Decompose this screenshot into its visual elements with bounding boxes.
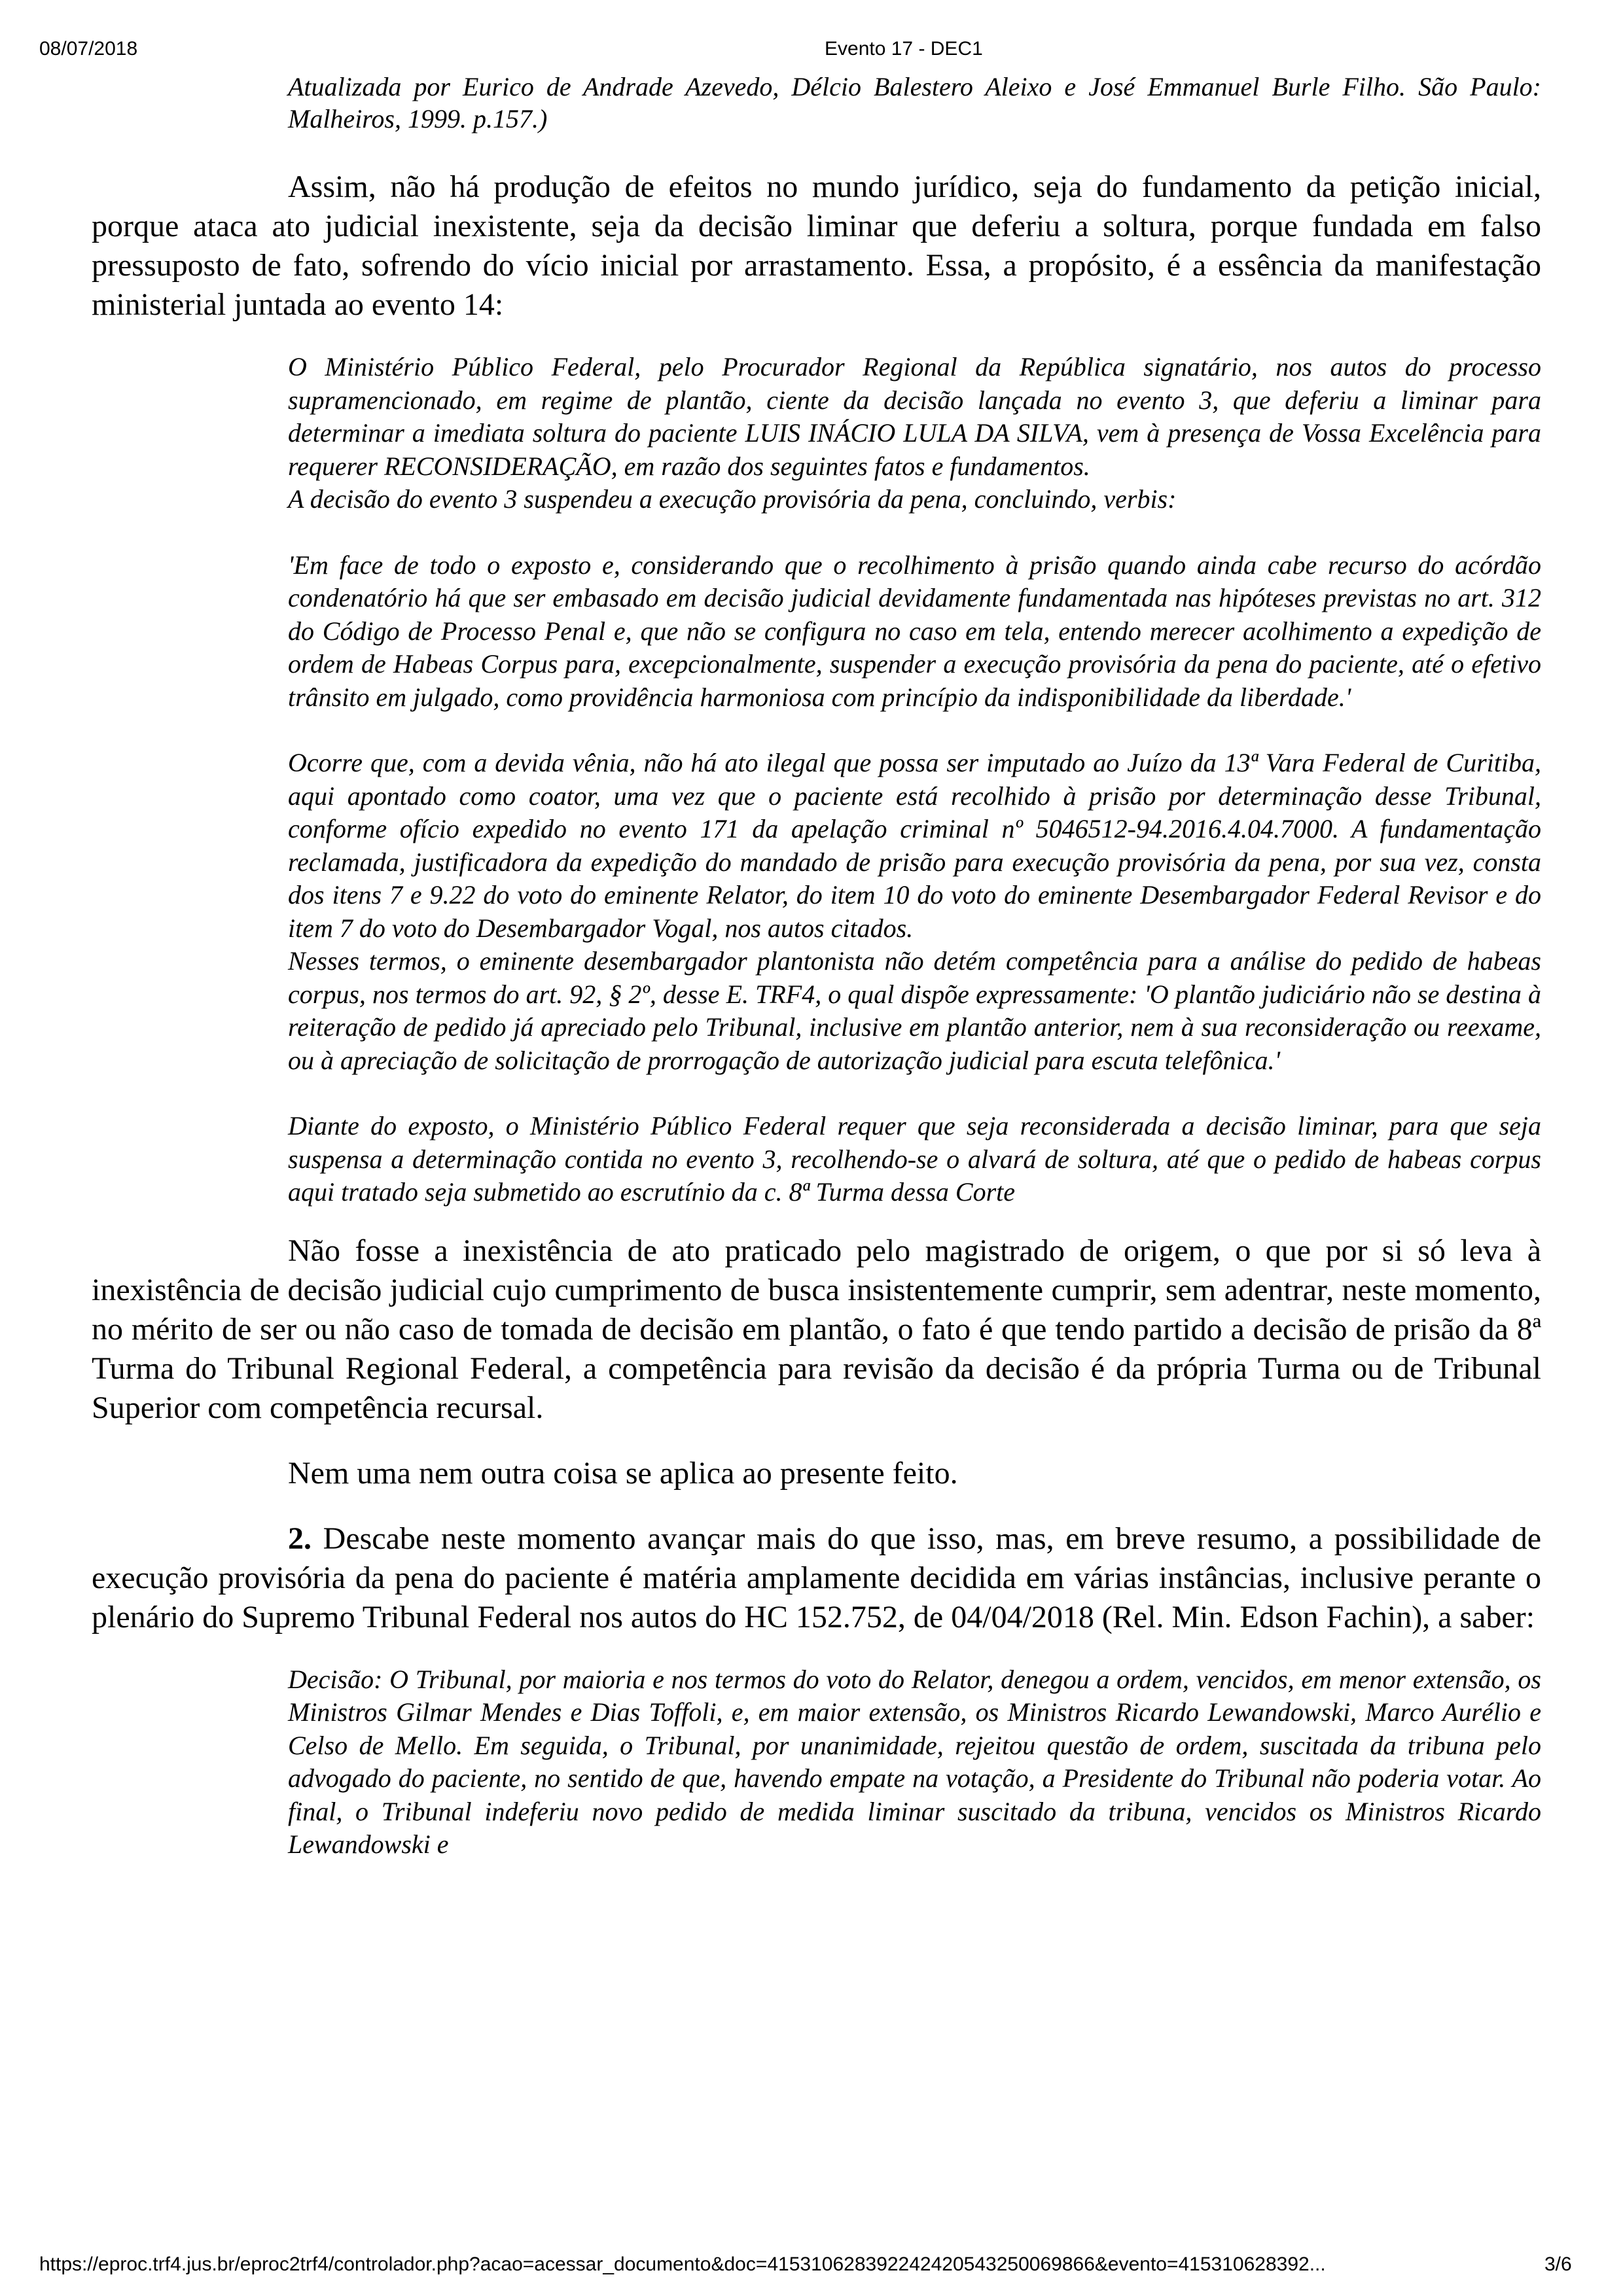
quote-paragraph: Decisão: O Tribunal, por maioria e nos termos do voto do Relator, denegou a ordem, vencidos, em menor extensão, os Ministros Gilmar Mendes e Dias Toffoli, e, em maior extensão, os Ministros Ricardo Lewandowski, Marco Aurélio e Celso de Mello. Em seguida, o Tribunal, por unanimidade, rejeitou questão de ordem, suscitada da tribuna pelo advogado do paciente, no sentido de que, havendo empate na votação, a Presidente do Tribunal não poderia votar. Ao final, o Tribunal indeferiu novo pedido de medida liminar suscitado da tribuna, vencidos os Ministros Ricardo Lewandowski e bbox=[288, 1664, 1541, 1859]
paragraph-3: Nem uma nem outra coisa se aplica ao presente feito. bbox=[288, 1455, 958, 1491]
quote-paragraph: O Ministério Público Federal, pelo Procurador Regional da República signatário, nos autos do processo supramencionado, em regime de plantão, ciente da decisão lançada no evento 3, que deferiu a liminar para determinar a imediata soltura do paciente LUIS INÁCIO LULA DA SILVA, vem à presença de Vossa Excelência para requerer RECONSIDERAÇÃO, em razão dos seguintes fatos e fundamentos. bbox=[288, 352, 1541, 481]
citation-continuation: Atualizada por Eurico de Andrade Azevedo, Délcio Balestero Aleixo e José Emmanuel Burle Filho. São Paulo: Malheiros, 1999. p.157.) bbox=[288, 72, 1541, 133]
quote-paragraph: A decisão do evento 3 suspendeu a execução provisória da pena, concluindo, verbis: bbox=[288, 484, 1177, 514]
paragraph-1: Assim, não há produção de efeitos no mundo jurídico, seja do fundamento da petição inicial, porque ataca ato judicial inexistente, seja da decisão liminar que deferiu a soltura, porque fundada em falso pressuposto de fato, sofrendo do vício inicial por arrastamento. Essa, a propósito, é a essência da manifestação ministerial juntada ao evento 14: bbox=[92, 169, 1541, 322]
document-body bbox=[92, 71, 1541, 1862]
section-number: 2. bbox=[288, 1521, 312, 1556]
quote-mpf-manifestation bbox=[288, 351, 1541, 1209]
quote-paragraph: Diante do exposto, o Ministério Público Federal requer que seja reconsiderada a decisão liminar, para que seja suspensa a determinação contida no evento 3, recolhendo-se o alvará de soltura, até que o pedido de habeas corpus aqui tratado seja submetido ao escrutínio da c. 8ª Turma dessa Corte bbox=[288, 1111, 1541, 1207]
quote-stf-decision bbox=[288, 1663, 1541, 1862]
quote-paragraph: 'Em face de todo o exposto e, considerando que o recolhimento à prisão quando ainda cabe recurso do acórdão condenatório há que ser embasado em decisão judicial devidamente fundamentada nas hipóteses previstas no art. 312 do Código de Processo Penal e, que não se configura no caso em tela, entendo merecer acolhimento a expedição de ordem de Habeas Corpus para, excepcionalmente, suspender a execução provisória da pena do paciente, até o efetivo trânsito em julgado, como providência harmoniosa com princípio da indisponibilidade da liberdade.' bbox=[288, 550, 1541, 712]
paragraph-4 bbox=[92, 1519, 1541, 1637]
paragraph-2: Não fosse a inexistência de ato praticado pelo magistrado de origem, o que por si só leva à inexistência de decisão judicial cujo cumprimento de busca insistentemente cumprir, sem adentrar, neste momento, no mérito de ser ou não caso de tomada de decisão em plantão, o fato é que tendo partido a decisão de prisão da 8ª Turma do Tribunal Regional Federal, a competência para revisão da decisão é da própria Turma ou de Tribunal Superior com competência recursal. bbox=[92, 1233, 1541, 1425]
print-date: 08/07/2018 bbox=[39, 38, 138, 60]
quote-paragraph: Nesses termos, o eminente desembargador plantonista não detém competência para a análise do pedido de habeas corpus, nos termos do art. 92, § 2º, desse E. TRF4, o qual dispõe expressamente: 'O plantão judiciário não se destina à reiteração de pedido já apreciado pelo Tribunal, inclusive em plantão anterior, nem à sua reconsideração ou reexame, ou à apreciação de solicitação de prorrogação de autorização judicial para escuta telefônica.' bbox=[288, 946, 1541, 1075]
document-title: Evento 17 - DEC1 bbox=[825, 38, 983, 60]
paragraph-4-text: Descabe neste momento avançar mais do que isso, mas, em breve resumo, a possibilidade de execução provisória da pena do paciente é matéria amplamente decidida em várias instâncias, inclusive perante o plenário do Supremo Tribunal Federal nos autos do HC 152.752, de 04/04/2018 (Rel. Min. Edson Fachin), a saber: bbox=[92, 1521, 1541, 1634]
quote-paragraph: Ocorre que, com a devida vênia, não há ato ilegal que possa ser imputado ao Juízo da 13ª Vara Federal de Curitiba, aqui apontado como coator, uma vez que o paciente está recolhido à prisão por determinação desse Tribunal, conforme ofício expedido no evento 171 da apelação criminal nº 5046512-94.2016.4.04.7000. A fundamentação reclamada, justificadora da expedição do mandado de prisão para execução provisória da pena, por sua vez, consta dos itens 7 e 9.22 do voto do eminente Relator, do item 10 do voto do eminente Desembargador Federal Revisor e do item 7 do voto do Desembargador Vogal, nos autos citados. bbox=[288, 748, 1541, 943]
page-number: 3/6 bbox=[1544, 2253, 1572, 2275]
footer-url-link[interactable]: https://eproc.trf4.jus.br/eproc2trf4/controlador.php?acao=acessar_documento&doc=415310628392242420543250069866&evento=415310628392... bbox=[39, 2253, 1326, 2275]
